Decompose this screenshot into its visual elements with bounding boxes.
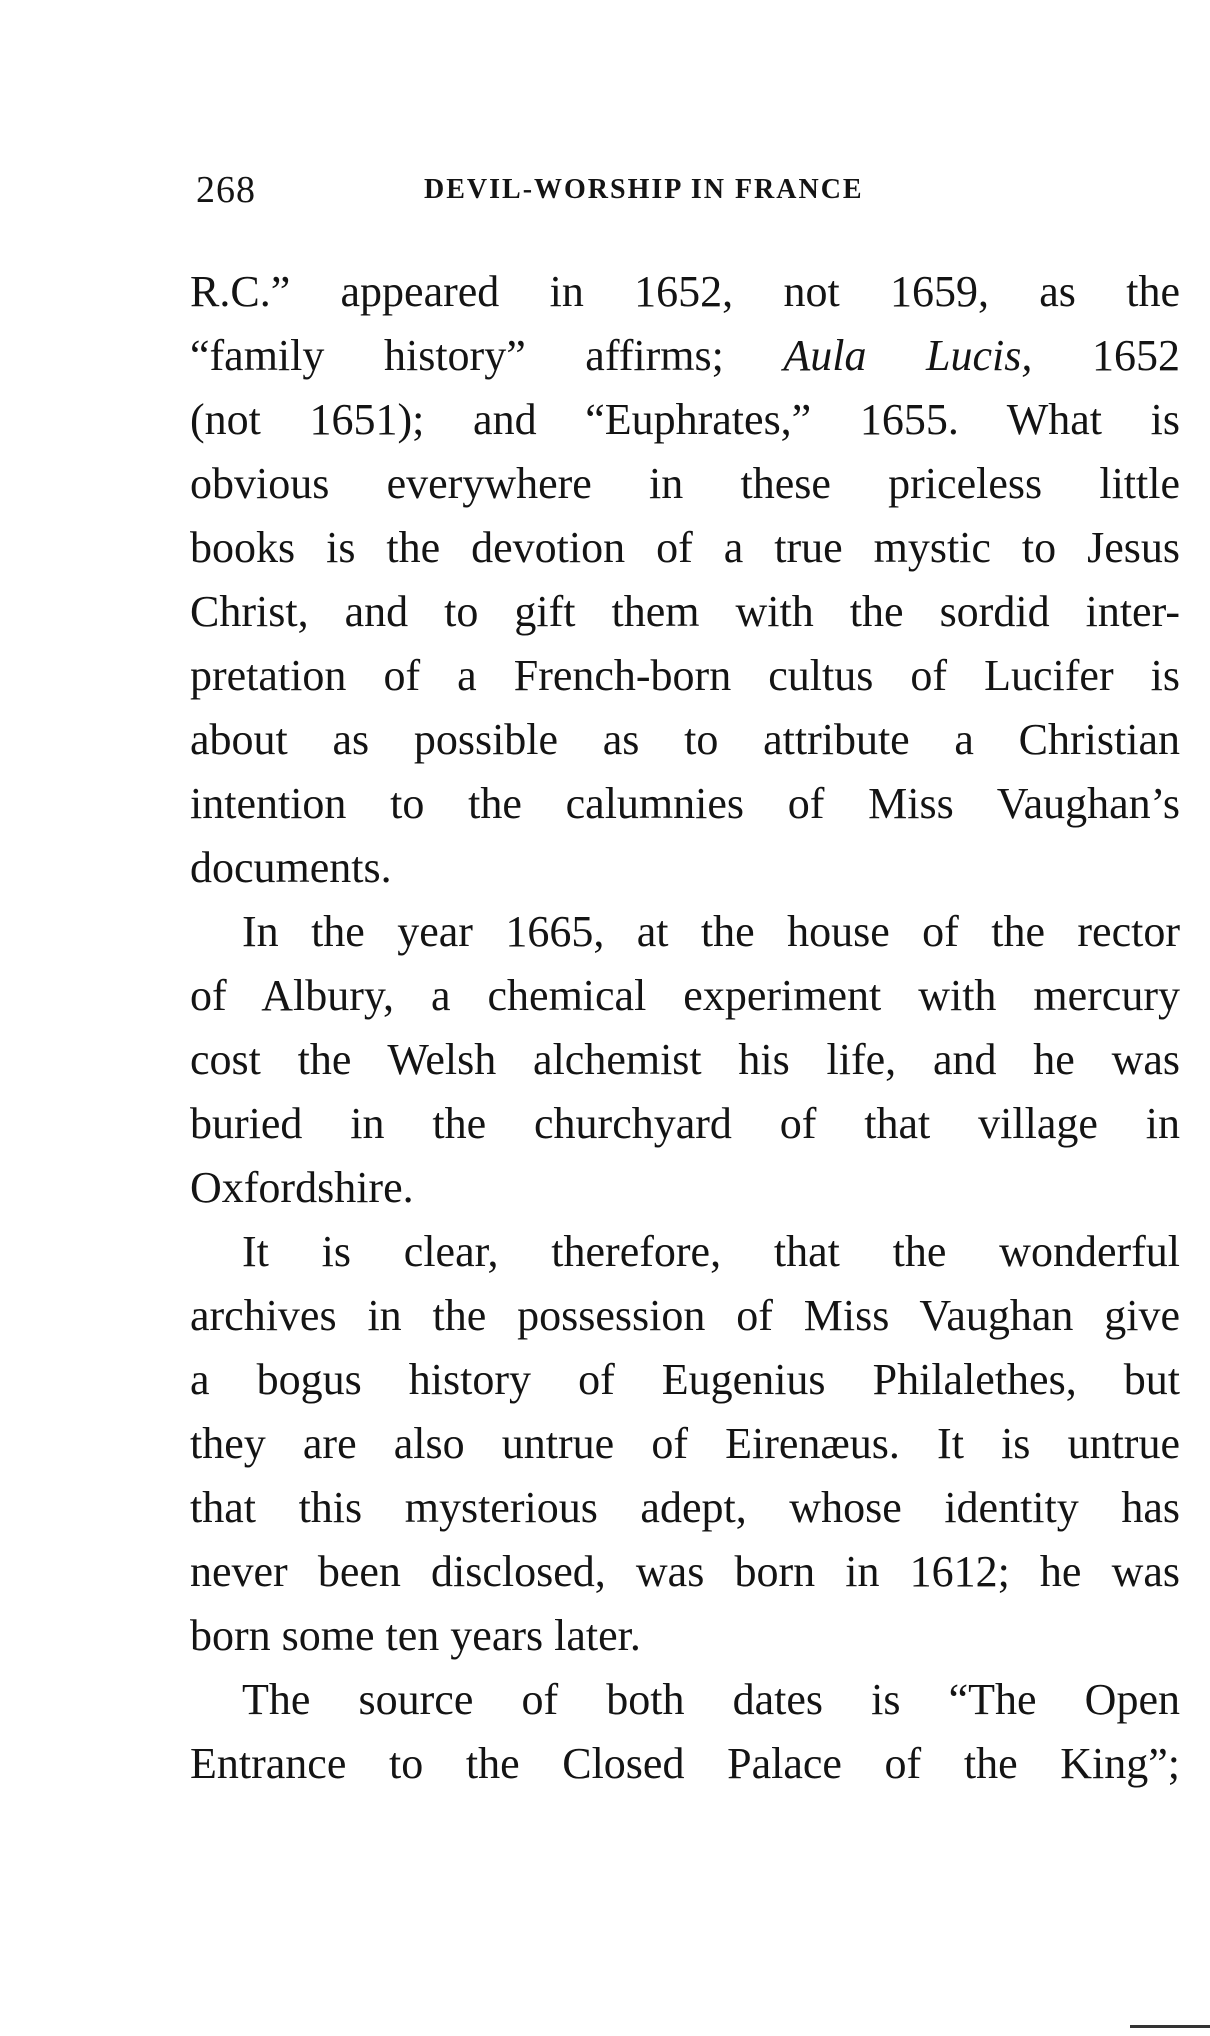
text-line: Christ, and to gift them with the sordid inter- — [190, 587, 1180, 636]
text-line: Entrance to the Closed Palace of the King”; — [190, 1739, 1180, 1788]
footer-rule — [1130, 2025, 1210, 2028]
paragraph — [190, 260, 1180, 900]
running-head: DEVIL-WORSHIP IN FRANCE — [424, 174, 864, 205]
text-line: obvious everywhere in these priceless little — [190, 459, 1180, 508]
text-line: documents. — [190, 843, 392, 892]
body-text — [190, 260, 1180, 1796]
text-line-end: 1652 — [1032, 331, 1180, 380]
paragraph — [190, 1220, 1180, 1668]
text-line: archives in the possession of Miss Vaughan give — [190, 1291, 1180, 1340]
paragraph — [190, 900, 1180, 1220]
text-line: they are also untrue of Eirenæus. It is untrue — [190, 1419, 1180, 1468]
text-line: cost the Welsh alchemist his life, and he was — [190, 1035, 1180, 1084]
text-line: born some ten years later. — [190, 1611, 641, 1660]
text-line: about as possible as to attribute a Christian — [190, 715, 1180, 764]
text-line: that this mysterious adept, whose identity has — [190, 1483, 1180, 1532]
text-line: In the year 1665, at the house of the rector — [242, 907, 1180, 956]
text-line: It is clear, therefore, that the wonderful — [242, 1227, 1180, 1276]
italic-title: Aula Lucis, — [783, 331, 1033, 380]
text-line — [190, 324, 1180, 388]
text-line: The source of both dates is “The Open — [242, 1675, 1180, 1724]
text-line-start: “family history” affirms; — [190, 331, 784, 380]
text-line: of Albury, a chemical experiment with mercury — [190, 971, 1180, 1020]
text-line: (not 1651); and “Euphrates,” 1655. What is — [190, 395, 1180, 444]
text-line: a bogus history of Eugenius Philalethes, but — [190, 1355, 1180, 1404]
text-line: R.C.” appeared in 1652, not 1659, as the — [190, 267, 1180, 316]
text-line: buried in the churchyard of that village in — [190, 1099, 1180, 1148]
text-line: books is the devotion of a true mystic to Jesus — [190, 523, 1180, 572]
page-header — [196, 168, 1036, 218]
page-number: 268 — [196, 169, 256, 211]
text-line: pretation of a French-born cultus of Lucifer is — [190, 651, 1180, 700]
text-line: intention to the calumnies of Miss Vaughan’s — [190, 779, 1180, 828]
paragraph — [190, 1668, 1180, 1796]
text-line: Oxfordshire. — [190, 1163, 414, 1212]
text-line: never been disclosed, was born in 1612; he was — [190, 1547, 1180, 1596]
